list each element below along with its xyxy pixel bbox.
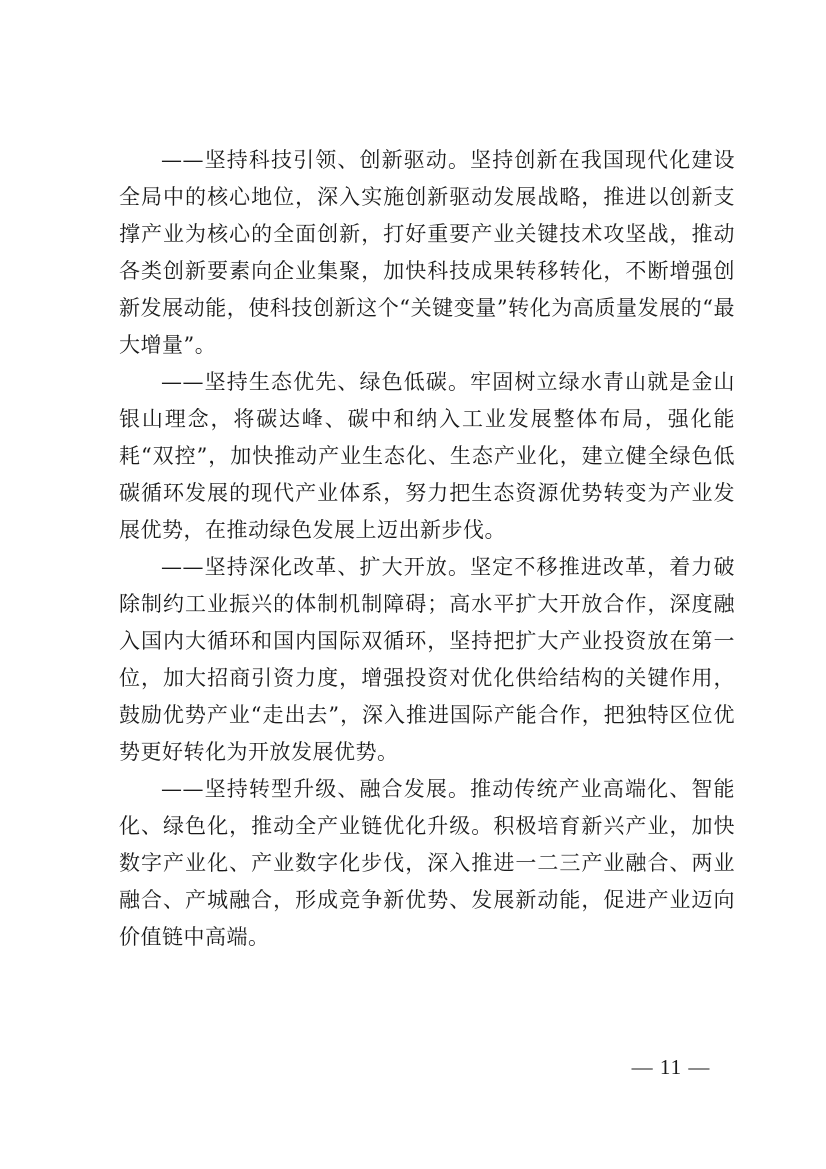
paragraph-reform-opening: ——坚持深化改革、扩大开放。坚定不移推进改革，着力破除制约工业振兴的体制机制障碍；高水平扩大开放合作，深度融入国内大循环和国内国际双循环，坚持把扩大产业投资放在第一位，加大招商引资力度，增强投资对优化供给结构的关键作用，鼓励优势产业“走出去”，深入推进国际产能合作，把独特区位优势更好转化为开放发展优势。	[119, 555, 735, 764]
document-body	[119, 142, 735, 956]
page-number: — 11 —	[631, 1055, 711, 1079]
paragraph-green-low-carbon: ——坚持生态优先、绿色低碳。牢固树立绿水青山就是金山银山理念，将碳达峰、碳中和纳入工业发展整体布局，强化能耗“双控”，加快推动产业生态化、生态产业化，建立健全绿色低碳循环发展的现代产业体系，努力把生态资源优势转变为产业发展优势，在推动绿色发展上迈出新步伐。	[119, 370, 735, 542]
paragraph-transformation: ——坚持转型升级、融合发展。推动传统产业高端化、智能化、绿色化，推动全产业链优化升级。积极培育新兴产业，加快数字产业化、产业数字化步伐，深入推进一二三产业融合、两业融合、产城融合，形成竞争新优势、发展新动能，促进产业迈向价值链中高端。	[119, 777, 735, 949]
paragraph-innovation: ——坚持科技引领、创新驱动。坚持创新在我国现代化建设全局中的核心地位，深入实施创新驱动发展战略，推进以创新支撑产业为核心的全面创新，打好重要产业关键技术攻坚战，推动各类创新要素向企业集聚，加快科技成果转移转化，不断增强创新发展动能，使科技创新这个“关键变量”转化为高质量发展的“最大增量”。	[119, 148, 735, 357]
